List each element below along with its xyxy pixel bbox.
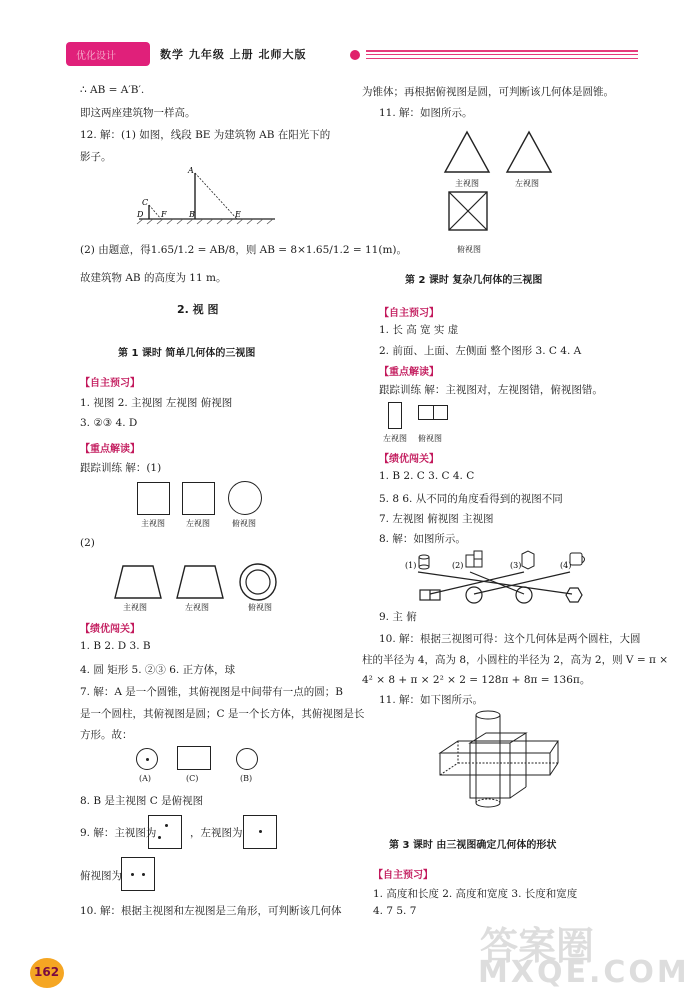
top-view-circle: [228, 481, 262, 515]
right-r13: 4² × 8 + π × 2² × 2 = 128π + 8π = 136π。: [362, 674, 591, 686]
right-r14: 11. 解：如下图所示。: [379, 694, 484, 706]
q9-main-dot-2: [158, 836, 161, 839]
left-p9: 方形。故：: [80, 729, 133, 741]
solid-figure: [430, 705, 570, 813]
view-b-circle: [236, 748, 258, 770]
tag-key: 【重点解读】: [80, 444, 140, 455]
left-p11b: ，左视图为: [190, 827, 243, 839]
lesson-2-title: 第 2 课时 复杂几何体的三视图: [405, 275, 543, 286]
fig12-label-c: C: [142, 198, 149, 207]
page-number: 162: [34, 965, 60, 979]
right-r1: 为锥体；再根据俯视图是圆，可判断该几何体是圆锥。: [362, 86, 614, 98]
right-r8: 7. 左视图 俯视图 主视图: [379, 513, 494, 525]
left-p1: 1. 视图 2. 主视图 左视图 俯视图: [80, 397, 233, 409]
page-number-badge: [30, 958, 64, 988]
r5-left-view: [388, 402, 402, 429]
fig12-label-f: F: [161, 210, 167, 219]
watermark-url: MXQE.COM: [478, 955, 690, 990]
r5-top-divider: [433, 405, 434, 420]
right-r3: 1. 长 高 宽 实 虚: [379, 324, 459, 336]
left-p7: 7. 解：A 是一个圆锥，其俯视图是中间带有一点的圆；B: [80, 686, 343, 698]
header-badge-label: 优化设计: [76, 51, 116, 62]
header-title: 数学 九年级 上册 北师大版: [160, 48, 307, 61]
header-badge: [66, 42, 150, 66]
r-cap-main: 主视图: [455, 179, 479, 188]
r-tag-preview: 【自主预习】: [379, 308, 439, 319]
left-line-6: 故建筑物 AB 的高度为 11 m。: [80, 272, 227, 284]
match-label-2: (2): [452, 561, 464, 570]
left-line-3: 12. 解：(1) 如图，线段 BE 为建筑物 AB 在阳光下的: [80, 129, 331, 141]
right-r16: 4. 7 5. 7: [373, 905, 417, 917]
cap-b: (B): [240, 774, 253, 783]
main-view-square: [137, 482, 170, 515]
q9-main-dot-1: [165, 824, 168, 827]
right-r9: 8. 解：如图所示。: [379, 533, 466, 545]
left-view-square: [182, 482, 215, 515]
right-r15: 1. 高度和长度 2. 高度和宽度 3. 长度和宽度: [373, 888, 578, 900]
right-r11: 10. 解：根据三视图可得：这个几何体是两个圆柱，大圆: [379, 633, 641, 645]
left-line-5: (2) 由题意，得1.65/1.2 = AB/8，则 AB = 8×1.65/1.2 = 11(m)。: [80, 244, 408, 256]
cap-left-2: 左视图: [185, 603, 209, 612]
r-cap-left: 左视图: [515, 179, 539, 188]
r-tag-key: 【重点解读】: [379, 367, 439, 378]
view-c-rect: [177, 746, 211, 770]
cap-left-1: 左视图: [186, 519, 210, 528]
match-label-3: (3): [510, 561, 522, 570]
lesson-3-title: 第 3 课时 由三视图确定几何体的形状: [389, 840, 557, 851]
q9-main-view: [148, 815, 182, 849]
r-cap-top: 俯视图: [457, 245, 481, 254]
left-p11a: 9. 解：主视图为: [80, 827, 157, 839]
r-cap-left2: 左视图: [383, 434, 407, 443]
lesson-1-title: 第 1 课时 简单几何体的三视图: [118, 348, 256, 359]
left-p12: 俯视图为: [80, 870, 122, 882]
left-p4: (2): [80, 537, 95, 549]
left-p6: 4. 圆 矩形 5. ②③ 6. 正方体，球: [80, 664, 236, 676]
right-r7: 5. 8 6. 从不同的角度看得到的视图不同: [379, 493, 563, 505]
right-r4: 2. 前面、上面、左侧面 整个图形 3. C 4. A: [379, 345, 582, 357]
cap-top-1: 俯视图: [232, 519, 256, 528]
cap-a: (A): [139, 774, 152, 783]
q9-left-dot: [259, 830, 262, 833]
cap-main-2: 主视图: [123, 603, 147, 612]
left-p13: 10. 解：根据主视图和左视图是三角形，可判断该几何体: [80, 905, 342, 917]
right-r2: 11. 解：如图所示。: [379, 107, 473, 119]
left-line-1: ∴ AB = A′B′.: [80, 84, 145, 96]
cap-top-2: 俯视图: [248, 603, 272, 612]
left-p3: 跟踪训练 解：(1): [80, 462, 162, 474]
cap-main-1: 主视图: [141, 519, 165, 528]
left-p2: 3. ②③ 4. D: [80, 417, 138, 429]
tag-preview: 【自主预习】: [80, 378, 140, 389]
right-r5: 跟踪训练 解：主视图对，左视图错，俯视图错。: [379, 384, 603, 396]
cap-c: (C): [186, 774, 199, 783]
q9-top-view: [121, 857, 155, 891]
left-p5: 1. B 2. D 3. B: [80, 640, 151, 652]
left-line-4: 影子。: [80, 151, 112, 163]
left-p10: 8. B 是主视图 C 是俯视图: [80, 795, 204, 807]
fig12-label-d: D: [137, 210, 144, 219]
frustum-views: [115, 562, 275, 602]
left-line-2: 即这两座建筑物一样高。: [80, 107, 196, 119]
watermark-logo: 答案圈: [480, 924, 595, 968]
r-cap-top2: 俯视图: [418, 434, 442, 443]
shadow-figure: [125, 165, 285, 225]
header-rule-3: [366, 58, 638, 59]
matching-figure: [400, 550, 600, 605]
q9-top-dot-1: [131, 873, 134, 876]
right-r10: 9. 主 俯: [379, 611, 417, 623]
match-label-4: (4): [560, 561, 572, 570]
header-rule-2: [366, 54, 638, 55]
fig12-label-b: B: [189, 210, 195, 219]
fig12-label-a: A: [188, 166, 194, 175]
r-tag-pass: 【绩优闯关】: [379, 454, 439, 465]
fig12-label-e: E: [235, 210, 241, 219]
section-title-views: 2. 视 图: [177, 303, 219, 316]
q9-top-dot-2: [142, 873, 145, 876]
r-tag-preview2: 【自主预习】: [373, 870, 433, 881]
tag-pass: 【绩优闯关】: [80, 624, 140, 635]
right-r6: 1. B 2. C 3. C 4. C: [379, 470, 475, 482]
header-dot: [350, 50, 360, 60]
right-r12: 柱的半径为 4，高为 8，小圆柱的半径为 2，高为 2，则 V = π ×: [362, 654, 669, 666]
left-p8: 是一个圆柱，其俯视图是圆；C 是一个长方体，其俯视图是长: [80, 708, 365, 720]
match-label-1: (1): [405, 561, 417, 570]
header-rule: [366, 50, 638, 52]
view-a-dot: [146, 758, 149, 761]
